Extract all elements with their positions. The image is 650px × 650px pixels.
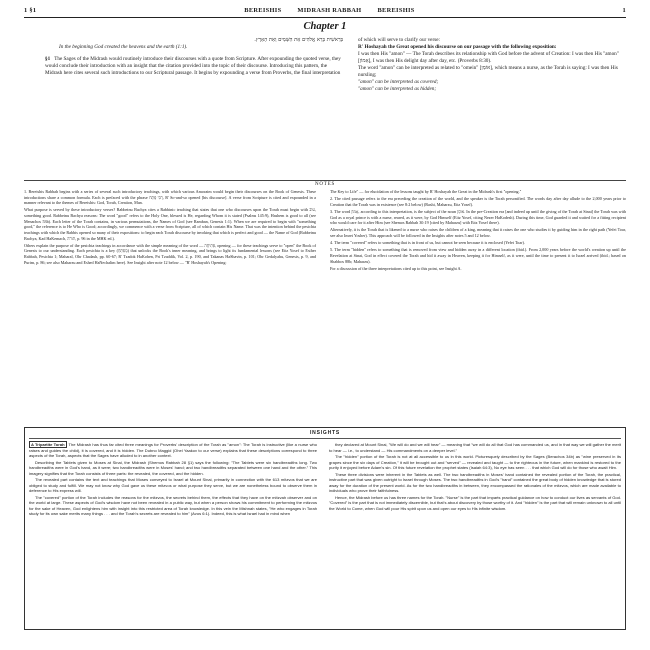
note-paragraph: The Key to Life" — for elucidation of the lessons taught by R' Hoshayah the Great in the Midrash's first "opening." bbox=[330, 189, 522, 194]
notes-divider bbox=[24, 180, 626, 181]
section-paragraph bbox=[45, 56, 343, 77]
note-paragraph: 2. The cited passage refers to the era preceding the creation of the world, and the speaker is the Torah personified. The words day after day allude to the 2,000 years prior to Creation that the Torah was in existence (see 8:2 below) (Rashi, Maharzu, Eitz Yosef). bbox=[330, 196, 626, 207]
note-paragraph: 4. The term "covered" refers to something that is in front of us, but cannot be seen because it is enclosed (Yefei Toar). bbox=[330, 240, 525, 246]
right-line: "amon" can be interpreted as covered; bbox=[358, 79, 439, 86]
right-line: R' Hoshayah the Great opened his discourse on our passage with the following exposition: bbox=[358, 44, 557, 51]
insight-paragraph bbox=[29, 442, 317, 459]
note-paragraph: What purpose is served by these introductory verses? Rabbeinu Bachya cites a Rabbinic teaching that states that one who discourses upon the Torah must begin with טוֹב, something good. Rabbeinu Bachya reasons: The word "good" refers to the Holy One, blessed is He, regarding Whom it is stated (Psalms 145:9), Hashem is good to all (see Menachos 53b). Each letter of the Torah contains, in various permutations, the Names of God (see Ramban, Genesis 1:1). When we are required to begin with "something good," the reference is to He Who is Good; accordingly, we commence with a verse from Scripture, all of which contain His Name. That was the intention behind the pesichta teachings with which the Rabbis opened so many of their expositions: to begin each Torah discourse by invoking that which is perfect and good — the Name of God (Rabbeinu Bachya, Kad HaKemach, תורה, p. 96 in the MHK ed.). bbox=[24, 207, 316, 241]
note-paragraph: For a discussion of the three interpretations cited up to this point, see Insight A. bbox=[330, 265, 462, 271]
section-text: The Sages of the Midrash would routinely introduce their discourses with a quote from Scripture. After expounding the quoted verse, they would conclude their introduction with an insight that the citation provided into the topic of their discourse. Introducing this pattern, the Midrash here cites several such introductions to our Scriptural passage. It begins by expounding a verse from Proverbs, the final interpretation bbox=[45, 56, 341, 77]
note-paragraph: Alternatively, it is the Torah that is likened to a nurse who raises the children of a king, meaning that it raises the one who studies it by guiding him in the right path (Yefei Toar, see also Imrei Yosher). This approach will be followed in the Insights after notes 5 and 12 below. bbox=[330, 227, 626, 238]
insights-heading: INSIGHTS bbox=[309, 430, 340, 436]
header-divider bbox=[24, 17, 626, 18]
notes-heading: NOTES bbox=[314, 182, 336, 187]
insight-tag: A Tripartite Torah bbox=[31, 442, 65, 447]
chapter-title: Chapter 1 bbox=[303, 21, 347, 32]
notes-left-column bbox=[24, 189, 316, 267]
verse-translation: In the beginning God created the heavens and the earth (1:1). bbox=[59, 44, 188, 51]
main-text-right-column bbox=[358, 37, 626, 93]
insights-right-column bbox=[329, 442, 621, 512]
note-paragraph: 3. The word אָמוֹן, according to this interpretation, is the subject of the noun אוֹמֵן. In the pre-Creation era [and indeed up until the giving of the Torah at Sinai] the Torah was with God as a royal prince is with a nurse, reared, as it were, by God Himself (Eitz Yosef, citing Nezer HaKodesh). During this time, God guarded it and waited for a fitting recipient who would care for it after Him (see Shemos Rabbah 30:19 [cited by Maharzu] with Eitz Yosef there). bbox=[330, 208, 626, 226]
note-paragraph: 5. The term "hidden" refers to something that is removed from view and hidden away in a different location (ibid.). From 2,000 years before the world's creation up until the Revelation at Sinai, God in effect covered the Torah and hid it away in Heaven, keeping it for Himself, as it were, until the time to present it to Israel arrived (ibid.; based on Shabbos 88b; Maharzu). bbox=[330, 247, 626, 264]
right-line: "amon" can be interpreted as hidden; bbox=[358, 86, 437, 93]
insight-paragraph: The "hidden" portion of the Torah is not at all accessible to us in this world. Picturesquely described by the Sages (Berachos 34b) as "wine preserved in its grapes since the six days of Creation," it will be brought out and "served" — revealed and taught — to the righteous in the future, when mankind is restored to the purity it enjoyed before Adam's sin. Of this future revelation the prophet states (Isaiah 64:3), No eye has seen . . . that which God will do for those who await Him. bbox=[329, 454, 621, 471]
insight-paragraph: These three divisions were inherent in the Tablets as well. The two handbreadths in Moses' hand contained the revealed portion of the Torah, the practical, instructive part that was given outright to Israel through Moses. The two handbreadths in God's "hand" contained the great body of hidden knowledge that is stored away for the duration of the present world. As for the two handbreadths in between, they encompassed the rationales of the mitzvos, which are made available to individuals who prove their faithfulness. bbox=[329, 471, 621, 494]
insight-paragraph: Describing the Tablets given to Moses at Sinai, the Midrash (Shemos Rabbah 28 §1) says the following: "The Tablets were six handbreadths long. Two handbreadths were in God's hand, as it were; two handbreadths were in Moses' hand; and two handbreadths separated between one hand and the other." This imagery signifies that the Torah consists of three parts: the revealed, the covered, and the hidden. bbox=[29, 459, 317, 476]
section-mark: §1 bbox=[45, 56, 51, 63]
hebrew-verse: בְּרֵאשִׁית בָּרָא אֱלֹהִים אֵת הַשָּׁמַיִם וְאֵת הָאָרֶץ. bbox=[254, 37, 343, 43]
insights-divider bbox=[29, 438, 621, 439]
page-number: 1 bbox=[622, 6, 626, 14]
note-paragraph: Others explain the purpose of the pesichta teachings in accordance with the simple meaning of the word — פְּתִיחָה, opening — for these teachings serve to "open" the Book of Genesis to our understanding. Each pesichta is a key (מַפְתֵּחַ) that unlocks the Book's inner meaning, and brings to light its fundamental lessons (see Eitz Yosef to Esther Rabbah, Pesichta 1; Maharal, Ohr Chadash, pp. 60-67; R' Tzadok HaKohen, Pri Tzaddik, Vol. 2, p. 190, and Takanas HaShavin, p. 101; Ohr Gedalyahu, Genesis, p. 9, and Purim, p. 86; see also Maharzu and Eshed HaNechalim here). See Insight after note 12 below — "R' Hoshayah's Opening: bbox=[24, 242, 316, 265]
right-line: I was then His "amon" — The Torah describes its relationship with God before the advent of Creation: I was then His "amon" [אָמוֹן], I was then His delight day after day, etc. (Proverbs 8:30). bbox=[358, 51, 619, 65]
insight-lead-text: The Midrash has thus far cited three meanings for Proverbs' description of the Torah as "amon": The Torah is instructive (like a nurse who raises and guides the child), it is covered, and it is hidden. The Dubno Maggid (Ohel Yaakov to our verse) explains that these descriptions correspond to three aspects of the Torah, aspects that the Sages have alluded to in another context. bbox=[29, 442, 317, 459]
note-paragraph: 1. Bereishis Rabbah begins with a series of several such introductory teachings, with which various Amoraim would begin their discourses on the Book of Genesis. These introductions share a common formula. Each is prefaced with the phrase רַבִּי פָּתַח, R' So-and-so opened [his discourse]. A verse from Scripture is cited and expounded in a manner relevant to the themes of Bereishis: God, Torah, Creation, Man. bbox=[24, 189, 316, 206]
insight-paragraph: The revealed part contains the text and teachings that Moses conveyed to Israel at Mount Sinai, primarily in connection with the 613 mitzvos that we are obliged to study and fulfill. We may not know why God gave us these mitzvos or what purpose they serve, but we are nonetheless bound to observe them in deference to His express will. bbox=[29, 477, 317, 494]
insight-paragraph: The "covered" portion of the Torah includes the reasons for the mitzvos, the secrets behind them, the effects that they have on the mitzvah observer and on the world at large. These aspects of God's wisdom have not been revealed in a public way, but when a person shows his commitment to performing the mitzvos for the sake of Heaven, God enlightens him with insight into this restricted area of Torah knowledge. In this vein the Mishnah states, "He who engages in Torah study for its own sake merits many things . . . and the Torah's secrets are revealed to him" (Avos 6:1). Indeed, this is what Israel had in mind when bbox=[29, 494, 317, 517]
main-text-left-column bbox=[45, 37, 343, 77]
insight-paragraph: Hence, the Midrash before us has three names for the Torah. "Nurse" is the part that imparts practical guidance on how to conduct our lives as servants of God. "Covered" is the part that is not immediately discernible, but that's about discovery by those worthy of it. And "hidden" is the part that will remain unknown to all until the World to Come, when God will pour His spirit upon us and open our eyes to His infinite wisdom. bbox=[329, 494, 621, 511]
header-section-ref: 1 §1 bbox=[24, 6, 37, 14]
right-line: The word "amon" can be interpreted as related to "omein" [אוֹמֵן], which means a nurse, as the Torah is saying: I was then His nursling; bbox=[358, 65, 618, 79]
header-book-right: BEREISHIS bbox=[377, 6, 415, 14]
insights-left-column bbox=[29, 442, 317, 518]
header-work: MIDRASH RABBAH bbox=[297, 6, 362, 14]
right-line: of which will serve to clarify our verse: bbox=[358, 37, 440, 43]
header-book: BEREISHIS bbox=[244, 6, 282, 14]
header-center bbox=[244, 7, 414, 14]
insights-box bbox=[24, 427, 626, 630]
notes-right-column bbox=[330, 189, 626, 273]
running-header bbox=[24, 4, 626, 16]
insight-paragraph: they declared at Mount Sinai, "We will do and we will hear" — meaning that "we will do all that God has commanded us, and in that way we will gather the merit to hear — i.e., to understand — His commandments on a deeper level." bbox=[329, 442, 621, 453]
